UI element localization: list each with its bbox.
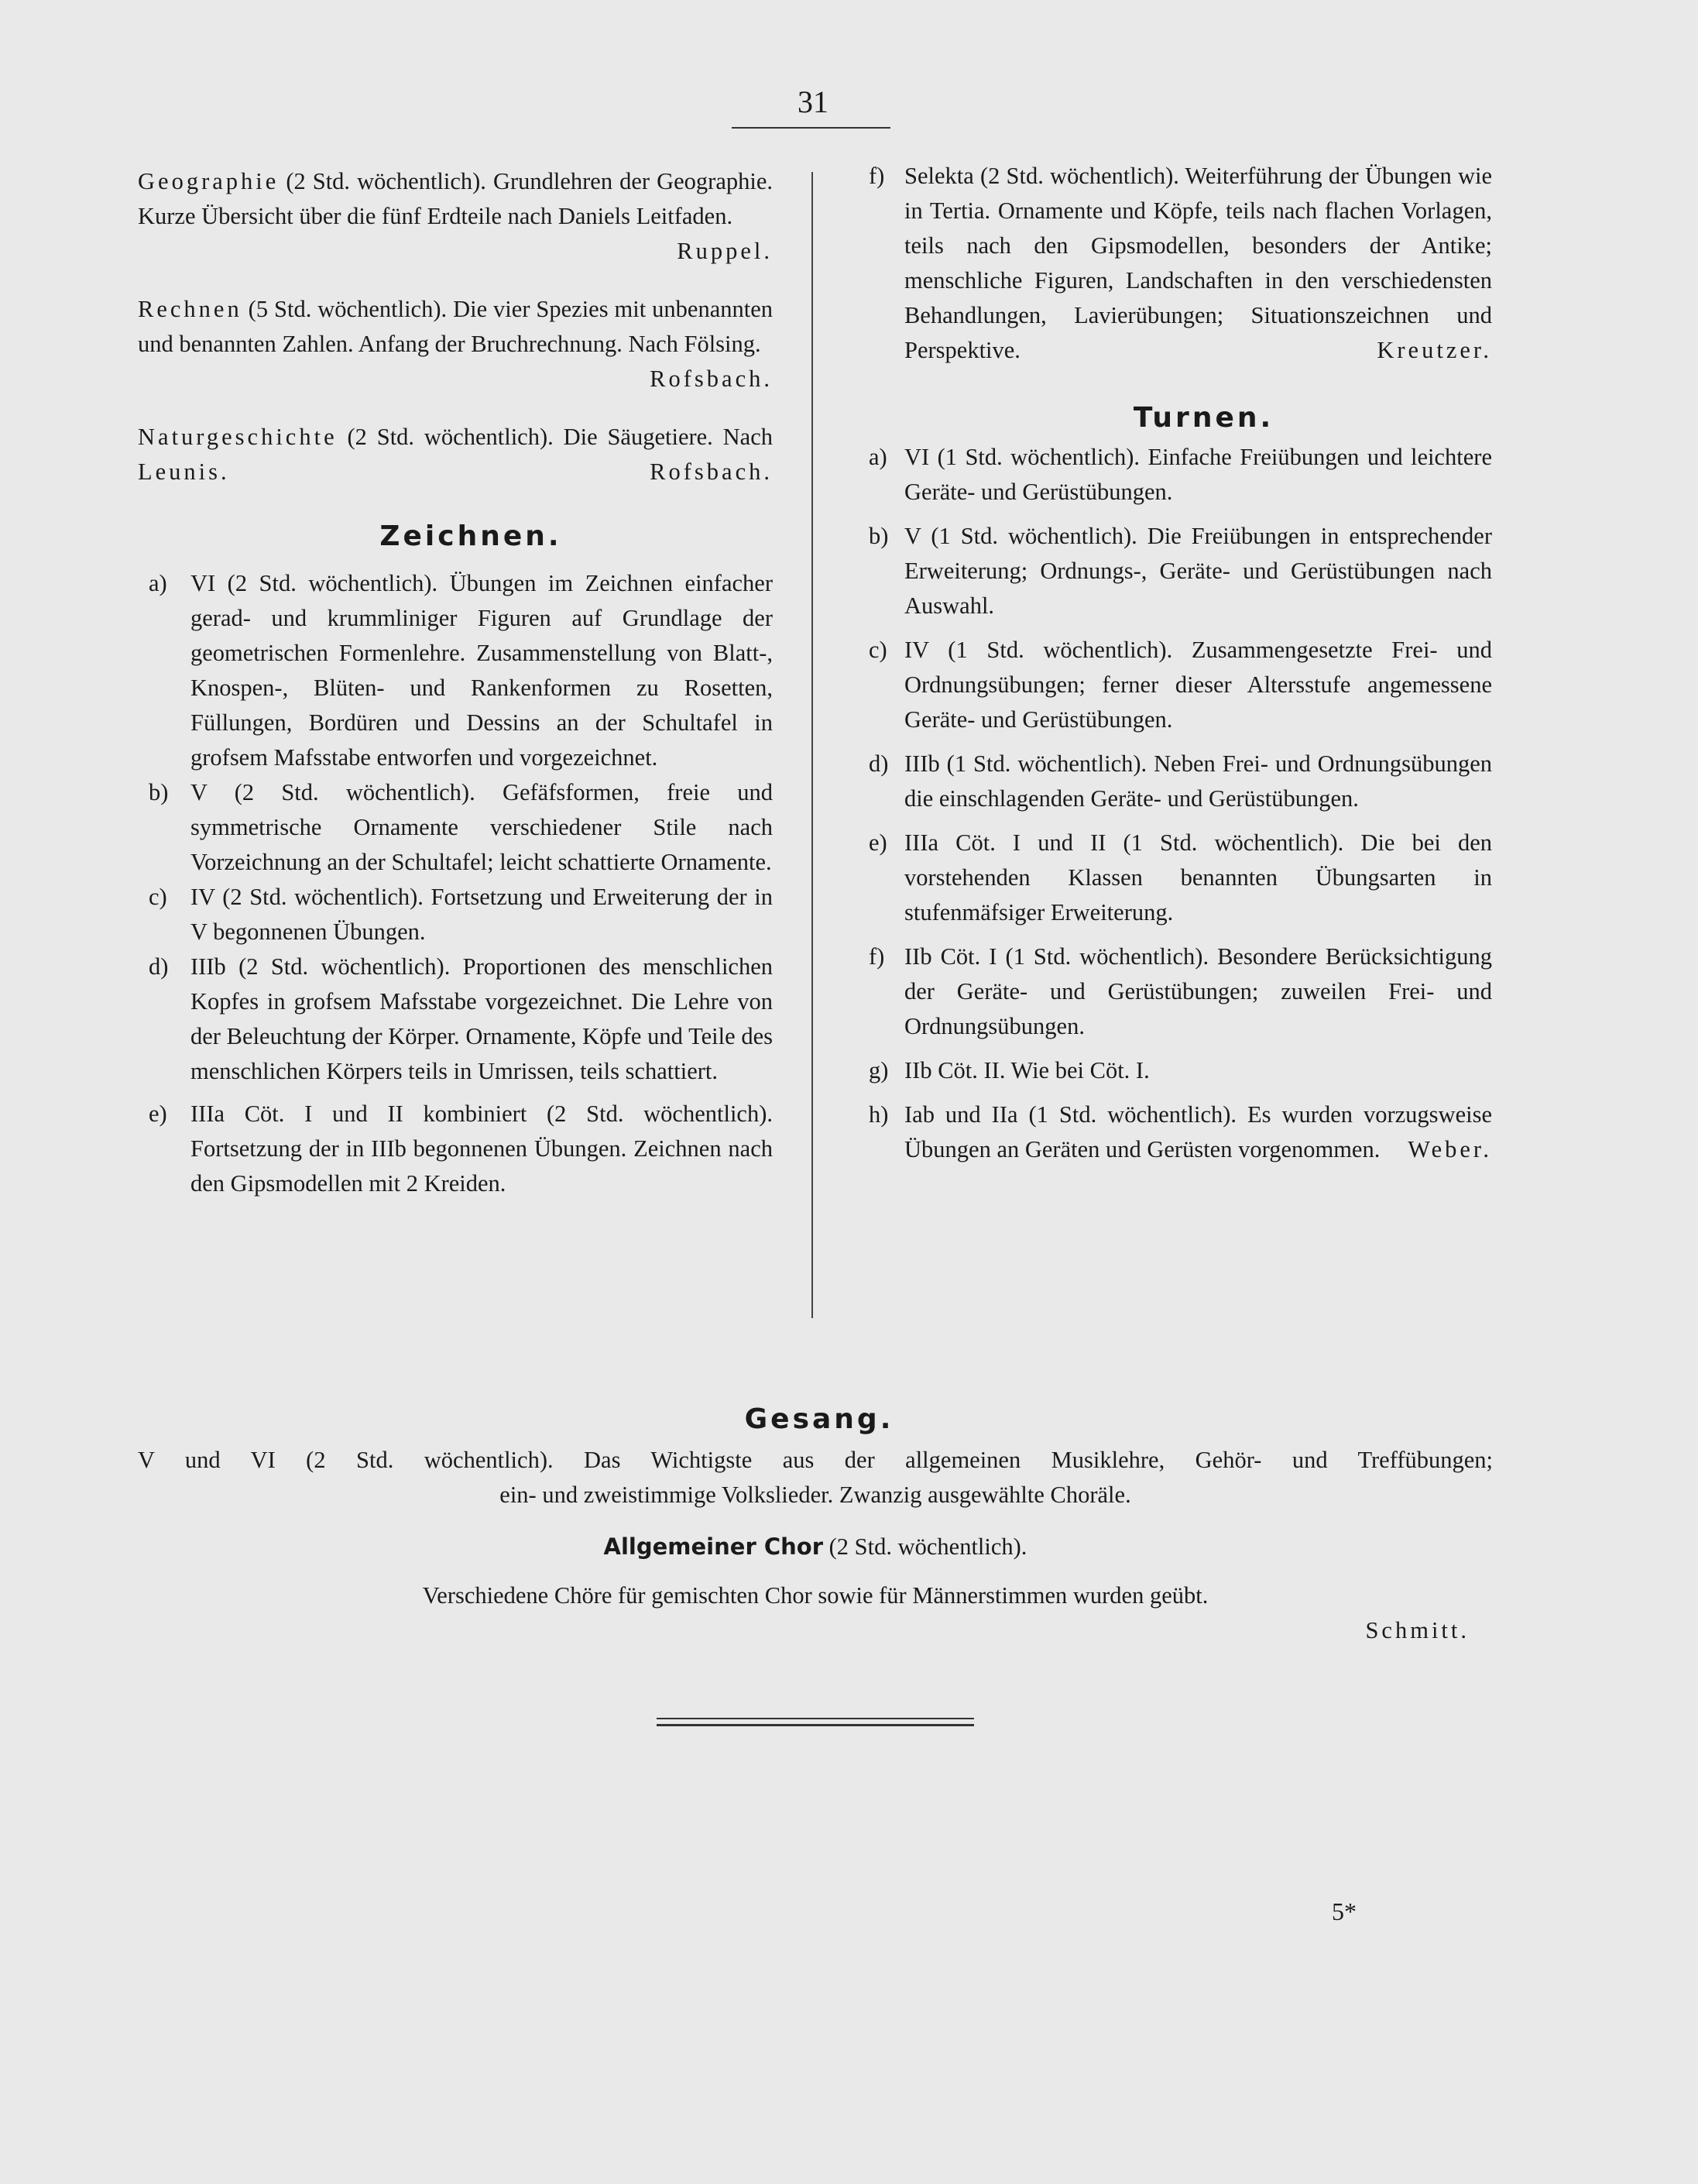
turnen-teacher: Weber.	[1408, 1136, 1492, 1162]
left-column	[138, 164, 773, 1201]
signature-mark: 5*	[1332, 1897, 1357, 1925]
turnen-item-label: d)	[869, 750, 889, 777]
naturgeschichte-subject: Naturgeschichte	[138, 424, 338, 450]
turnen-item-label: h)	[869, 1101, 889, 1128]
naturgeschichte-author: Leunis.	[138, 458, 230, 485]
gesang-teacher: Schmitt.	[1365, 1617, 1470, 1643]
zeichnen-item	[149, 880, 773, 949]
turnen-item-label: e)	[869, 829, 887, 856]
geographie-teacher: Ruppel.	[677, 238, 773, 264]
gesang-heading: Gesang.	[744, 1403, 894, 1435]
page-number: 31	[798, 84, 828, 119]
turnen-item-text	[904, 1097, 1492, 1167]
chor-hours: (2 Std. wöchentlich).	[828, 1533, 1027, 1560]
chor-title: Allgemeiner Chor	[603, 1533, 823, 1560]
right-column	[869, 159, 1492, 1176]
turnen-last-text: Iab und IIa (1 Std. wöchentlich). Es wurden vorzugsweise Übungen an Geräten und Gerüsten vorgenommen.	[904, 1101, 1492, 1162]
turnen-item	[869, 1053, 1492, 1088]
turnen-item-label: g)	[869, 1057, 889, 1083]
turnen-item-label: b)	[869, 523, 889, 549]
turnen-item-text: IIb Cöt. I (1 Std. wöchentlich). Besondere Berücksichtigung der Geräte- und Gerüstübungen; zuweilen Frei- und Ordnungsübungen.	[904, 943, 1492, 1039]
zeichnen-item	[149, 566, 773, 775]
turnen-item	[869, 826, 1492, 930]
naturgeschichte-text: (2 Std. wöchentlich). Die Säugetiere. Nach	[347, 424, 774, 450]
zeichnen-heading: Zeichnen.	[379, 520, 562, 552]
zeichnen-item-text: V (2 Std. wöchentlich). Gefäfsformen, freie und symmetrische Ornamente verschiedener Stile nach Vorzeichnung an der Schultafel; leicht schattierte Ornamente.	[190, 779, 773, 875]
zeichnen-item-text: IIIb (2 Std. wöchentlich). Proportionen des menschlichen Kopfes in grofsem Mafsstabe vorgezeichnet. Die Lehre von der Beleuchtung der Körper. Ornamente, Köpfe und Teile des menschlichen Körpers teils in Umrissen, teils schattiert.	[190, 953, 773, 1084]
zeichnen-item-label: d)	[149, 953, 169, 980]
zeichnen-item-label: a)	[149, 570, 167, 596]
turnen-item-label: f)	[869, 943, 885, 970]
zeichnen-item	[149, 949, 773, 1089]
zeichnen-item-label: b)	[149, 779, 169, 805]
zeichnen-teacher: Kreutzer.	[1377, 337, 1492, 363]
chor-heading	[138, 1530, 1493, 1564]
rechnen-paragraph	[138, 292, 773, 397]
zeichnen-item-label: c)	[149, 884, 167, 910]
turnen-item-text: IV (1 Std. wöchentlich). Zusammengesetzte Frei- und Ordnungsübungen; ferner dieser Altersstufe angemessene Geräte- und Gerüstübungen.	[904, 637, 1492, 733]
geographie-text: (2 Std. wöchentlich). Grundlehren der Geographie. Kurze Übersicht über die fünf Erdteile nach Daniels Leitfaden.	[138, 168, 773, 229]
zeichnen-item	[149, 1097, 773, 1201]
geographie-paragraph	[138, 164, 773, 269]
rechnen-subject: Rechnen	[138, 296, 242, 322]
end-rule-thin	[657, 1718, 974, 1719]
turnen-item	[869, 747, 1492, 816]
zeichnen-item-text: IIIa Cöt. I und II kombiniert (2 Std. wöchentlich). Fortsetzung der in IIIb begonnenen Übungen. Zeichnen nach den Gipsmodellen mit 2 Kreiden.	[190, 1101, 773, 1197]
turnen-item	[869, 519, 1492, 623]
rechnen-teacher: Rofsbach.	[650, 366, 773, 392]
zeichnen-item-f	[869, 159, 1492, 368]
rechnen-text: (5 Std. wöchentlich). Die vier Spezies mit unbenannten und benannten Zahlen. Anfang der Bruchrechnung. Nach Fölsing.	[138, 296, 773, 357]
page-number-rule	[732, 127, 890, 129]
turnen-item-text: IIIb (1 Std. wöchentlich). Neben Frei- und Ordnungsübungen die einschlagenden Geräte- und Gerüstübungen.	[904, 750, 1492, 812]
turnen-item-text: V (1 Std. wöchentlich). Die Freiübungen in entsprechender Erweiterung; Ordnungs-, Geräte- und Gerüstübungen nach Auswahl.	[904, 523, 1492, 619]
zeichnen-item-text: VI (2 Std. wöchentlich). Übungen im Zeichnen einfacher gerad- und krummliniger Figuren auf Grundlage der geometrischen Formenlehre. Zusammenstellung von Blatt-, Knospen-, Blüten- und Rankenformen zu Rosetten, Füllungen, Bordüren und Dessins an der Schultafel in grofsem Mafsstabe entworfen und vorgezeichnet.	[190, 570, 773, 771]
turnen-item-text: IIb Cöt. II. Wie bei Cöt. I.	[904, 1057, 1150, 1083]
naturgeschichte-paragraph	[138, 420, 773, 489]
gesang-text-line2: ein- und zweistimmige Volkslieder. Zwanzig ausgewählte Choräle.	[499, 1482, 1131, 1508]
end-rule-thick	[657, 1724, 974, 1726]
zeichnen-f-text: Selekta (2 Std. wöchentlich). Weiterführung der Übungen wie in Tertia. Ornamente und Köpfe, teils nach flachen Vorlagen, teils nach den Gipsmodellen, besonders der Antike; menschliche Figuren, Landschaften in den verschiedensten Behandlungen, Lavierübungen; Situationszeichnen und Perspektive.	[904, 163, 1492, 363]
zeichnen-item-label: f)	[869, 163, 885, 189]
zeichnen-item-text: IV (2 Std. wöchentlich). Fortsetzung und Erweiterung der in V begonnenen Übungen.	[190, 884, 773, 945]
turnen-heading: Turnen.	[1133, 402, 1274, 434]
turnen-item	[869, 939, 1492, 1044]
chor-text: Verschiedene Chöre für gemischten Chor sowie für Männerstimmen wurden geübt.	[422, 1582, 1209, 1609]
turnen-item-last	[869, 1097, 1492, 1167]
gesang-section	[138, 1402, 1493, 1648]
turnen-item	[869, 633, 1492, 737]
turnen-item-text: VI (1 Std. wöchentlich). Einfache Freiübungen und leichtere Geräte- und Gerüstübungen.	[904, 444, 1492, 505]
zeichnen-item-label: e)	[149, 1101, 167, 1127]
turnen-item	[869, 440, 1492, 510]
turnen-item-label: a)	[869, 444, 887, 470]
turnen-item-text: IIIa Cöt. I und II (1 Std. wöchentlich). Die bei den vorstehenden Klassen benannten Übungsarten in stufenmäfsiger Erweiterung.	[904, 829, 1492, 925]
zeichnen-item	[149, 775, 773, 880]
turnen-item-label: c)	[869, 637, 887, 663]
gesang-text-line1: V und VI (2 Std. wöchentlich). Das Wichtigste aus der allgemeinen Musiklehre, Gehör- und Treffübungen;	[138, 1447, 1493, 1473]
column-divider	[811, 172, 813, 1318]
naturgeschichte-teacher: Rofsbach.	[650, 458, 773, 485]
geographie-subject: Geographie	[138, 168, 280, 194]
zeichnen-item-text	[904, 159, 1492, 368]
